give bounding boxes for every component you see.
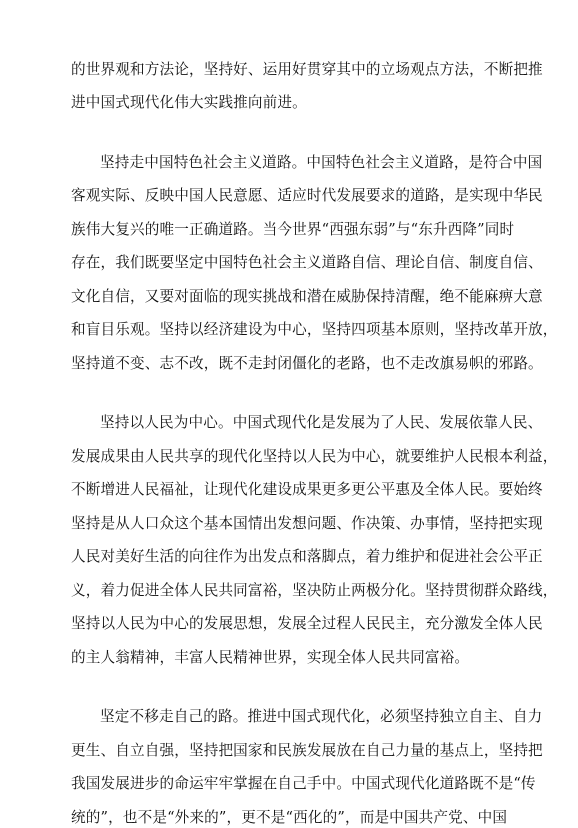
paragraph-line: 更生、自立自强，坚持把国家和民族发展放在自己力量的基点上，坚持把	[71, 742, 543, 759]
paragraph-line: 人民对美好生活的向往作为出发点和落脚点，着力维护和促进社会公平正	[71, 548, 543, 565]
paragraph-line: 和盲目乐观。坚持以经济建设为中心，坚持四项基本原则，坚持改革开放，	[71, 321, 558, 338]
paragraph-line: 客观实际、反映中国人民意愿、适应时代发展要求的道路，是实现中华民	[71, 187, 543, 204]
paragraph-first-line: 坚持走中国特色社会主义道路。中国特色社会主义道路，是符合中国	[100, 154, 543, 171]
paragraph-line: 的主人翁精神，丰富人民精神世界，实现全体人民共同富裕。	[71, 649, 470, 666]
paragraph-line: 我国发展进步的命运牢牢掌握在自己手中。中国式现代化道路既不是“传	[71, 775, 536, 792]
paragraph-line: 发展成果由人民共享的现代化坚持以人民为中心，就要维护人民根本利益，	[71, 448, 558, 465]
paragraph-line: 进中国式现代化伟大实践推向前进。	[71, 94, 307, 111]
paragraph-line: 族伟大复兴的唯一正确道路。当今世界“西强东弱”与“东升西降”同时	[71, 221, 515, 238]
paragraph-line: 义，着力促进全体人民共同富裕，坚决防止两极分化。坚持贯彻群众路线，	[71, 582, 558, 599]
paragraph-line: 文化自信，又要对面临的现实挑战和潜在威胁保持清醒，绝不能麻痹大意	[71, 288, 543, 305]
paragraph-line: 坚持是从人口众这个基本国情出发想问题、作决策、办事情，坚持把实现	[71, 515, 543, 532]
paragraph-line: 坚持道不变、志不改，既不走封闭僵化的老路，也不走改旗易帜的邪路。	[71, 355, 543, 372]
paragraph-line: 坚持以人民为中心的发展思想，发展全过程人民民主，充分激发全体人民	[71, 615, 543, 632]
paragraph-first-line: 坚定不移走自己的路。推进中国式现代化，必须坚持独立自主、自力	[100, 708, 543, 725]
paragraph-line: 存在，我们既要坚定中国特色社会主义道路自信、理论自信、制度自信、	[71, 254, 543, 271]
paragraph-line: 的世界观和方法论，坚持好、运用好贯穿其中的立场观点方法，不断把推	[71, 61, 543, 78]
paragraph-line: 不断增进人民福祉，让现代化建设成果更多更公平惠及全体人民。要始终	[71, 481, 543, 498]
paragraph-first-line: 坚持以人民为中心。中国式现代化是发展为了人民、发展依靠人民、	[100, 414, 543, 431]
paragraph-line: 统的”，也不是“外来的”，更不是“西化的”，而是中国共产党、中国	[71, 809, 508, 826]
